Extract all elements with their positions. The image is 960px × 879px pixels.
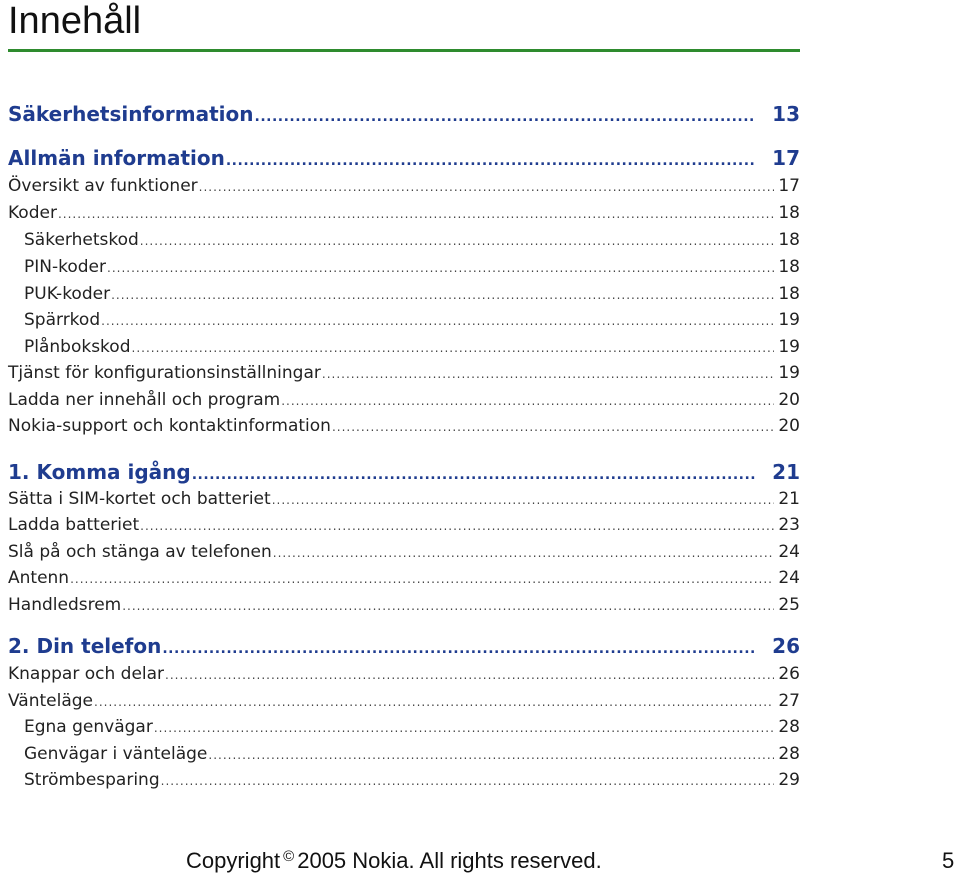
toc-entry-label: Ladda batteriet	[8, 515, 140, 535]
toc-entry[interactable]	[8, 415, 800, 438]
dot-leader	[162, 636, 756, 662]
toc-chapter-entry[interactable]	[8, 459, 800, 488]
toc-entry-page: 18	[778, 230, 800, 250]
toc-entry[interactable]	[24, 716, 800, 739]
toc-entry-label: Strömbesparing	[24, 770, 160, 790]
toc-entry-label: Egna genvägar	[24, 717, 153, 737]
toc-chapter-entry[interactable]	[8, 633, 800, 662]
toc-entry-page: 17	[778, 176, 800, 196]
toc-entry[interactable]	[8, 202, 800, 225]
toc-entry-label: Allmän information	[8, 146, 225, 170]
toc-entry-page: 19	[778, 310, 800, 330]
toc-entry-label: Nokia-support och kontaktinformation	[8, 416, 331, 436]
dot-leader	[58, 203, 774, 225]
toc-entry[interactable]	[24, 229, 800, 252]
toc-entry-label: Översikt av funktioner	[8, 176, 198, 196]
toc-entry-page: 29	[778, 770, 800, 790]
toc-entry-page: 17	[772, 146, 800, 170]
dot-leader	[208, 744, 774, 766]
dot-leader	[70, 568, 774, 590]
dot-leader	[281, 390, 774, 412]
toc-entry-page: 19	[778, 337, 800, 357]
dot-leader	[272, 489, 775, 511]
dot-leader	[273, 542, 775, 564]
toc-entry-label: Knappar och delar	[8, 664, 165, 684]
toc-entry-label: 2. Din telefon	[8, 634, 162, 658]
toc-entry-page: 26	[778, 664, 800, 684]
toc-entry-label: PIN-koder	[24, 257, 106, 277]
toc-entry[interactable]	[8, 175, 800, 198]
toc-entry[interactable]	[24, 309, 800, 332]
toc-entry-page: 18	[778, 257, 800, 277]
dot-leader	[226, 148, 756, 174]
dot-leader	[132, 337, 775, 359]
toc-entry[interactable]	[8, 690, 800, 713]
title-rule	[8, 49, 800, 52]
toc-entry-label: Koder	[8, 203, 57, 223]
toc-entry-page: 21	[772, 460, 800, 484]
dot-leader	[322, 363, 774, 385]
toc-entry[interactable]	[8, 541, 800, 564]
copyright-text: 2005 Nokia. All rights reserved.	[297, 848, 602, 873]
dot-leader	[199, 176, 775, 198]
dot-leader	[101, 310, 774, 332]
toc-entry-label: Spärrkod	[24, 310, 101, 330]
toc-entry-page: 20	[778, 416, 800, 436]
toc-entry-page: 24	[778, 568, 800, 588]
toc-entry-page: 28	[778, 717, 800, 737]
toc-entry[interactable]	[24, 769, 800, 792]
dot-leader	[255, 104, 757, 130]
dot-leader	[111, 284, 774, 306]
toc-entry-page: 24	[778, 542, 800, 562]
toc-entry-label: Antenn	[8, 568, 70, 588]
toc-entry[interactable]	[8, 488, 800, 511]
toc-entry-page: 18	[778, 203, 800, 223]
dot-leader	[161, 770, 775, 792]
toc-entry-page: 19	[778, 363, 800, 383]
toc-chapter-entry[interactable]	[8, 101, 800, 130]
toc-entry-page: 21	[778, 489, 800, 509]
toc-entry-label: PUK-koder	[24, 284, 111, 304]
toc-entry-label: Genvägar i vänteläge	[24, 744, 208, 764]
toc-entry[interactable]	[24, 256, 800, 279]
toc-entry[interactable]	[8, 663, 800, 686]
toc-entry-label: Vänteläge	[8, 691, 94, 711]
toc-entry[interactable]	[8, 594, 800, 617]
dot-leader	[94, 691, 774, 713]
dot-leader	[122, 595, 774, 617]
toc-entry-label: Sätta i SIM-kortet och batteriet	[8, 489, 271, 509]
copyright-symbol: ©	[283, 848, 295, 865]
toc-entry-label: Slå på och stänga av telefonen	[8, 542, 272, 562]
toc-entry-page: 13	[772, 102, 800, 126]
dot-leader	[107, 257, 774, 279]
toc-entry[interactable]	[24, 336, 800, 359]
toc-entry-label: Säkerhetsinformation	[8, 102, 254, 126]
toc-entry-label: 1. Komma igång	[8, 460, 191, 484]
toc-entry-page: 25	[778, 595, 800, 615]
toc-entry-label: Tjänst för konfigurationsinställningar	[8, 363, 321, 383]
dot-leader	[140, 230, 775, 252]
copyright-prefix: Copyright	[186, 848, 281, 873]
toc-entry[interactable]	[8, 514, 800, 537]
copyright-notice	[186, 848, 602, 874]
toc-entry-page: 23	[778, 515, 800, 535]
dot-leader	[332, 416, 774, 438]
toc-entry-label: Plånbokskod	[24, 337, 131, 357]
toc-entry-page: 28	[778, 744, 800, 764]
toc-entry[interactable]	[24, 283, 800, 306]
toc-entry[interactable]	[8, 567, 800, 590]
toc-entry-page: 20	[778, 390, 800, 410]
dot-leader	[154, 717, 775, 739]
toc-entry-page: 27	[778, 691, 800, 711]
toc-entry[interactable]	[24, 743, 800, 766]
dot-leader	[140, 515, 774, 537]
dot-leader	[192, 462, 756, 488]
toc-entry-label: Ladda ner innehåll och program	[8, 390, 281, 410]
toc-chapter-entry[interactable]	[8, 145, 800, 174]
toc-entry-label: Säkerhetskod	[24, 230, 139, 250]
toc-entry-page: 26	[772, 634, 800, 658]
toc-entry[interactable]	[8, 389, 800, 412]
page-number: 5	[942, 848, 955, 873]
page-title: Innehåll	[8, 0, 142, 42]
toc-entry-page: 18	[778, 284, 800, 304]
toc-entry-label: Handledsrem	[8, 595, 122, 615]
dot-leader	[165, 664, 774, 686]
toc-entry[interactable]	[8, 362, 800, 385]
